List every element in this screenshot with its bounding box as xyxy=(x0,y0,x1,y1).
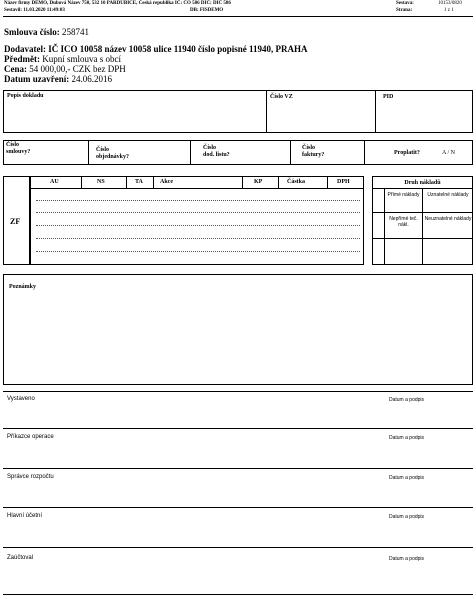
zf-col-divider xyxy=(81,176,82,188)
signature-rule xyxy=(3,547,473,548)
zf-col-divider xyxy=(126,176,127,188)
pid-label: PID xyxy=(383,94,394,100)
sestava-value: 10153/0820 xyxy=(438,1,462,6)
signature-date-vystaveno: Datum a podpis xyxy=(389,397,425,403)
proplatit-value: A / N xyxy=(442,150,456,156)
row2-divider xyxy=(88,140,89,165)
header-rule xyxy=(3,16,473,17)
contract-number xyxy=(4,27,89,37)
zf-col-divider xyxy=(242,176,243,188)
contract-number-label: Smlouva číslo: xyxy=(4,27,60,37)
zf-col-castka: Částka xyxy=(287,179,306,185)
db-label: DB: FISDEMO xyxy=(190,8,224,13)
zf-entry-line xyxy=(36,251,360,252)
signature-date-hlavni-ucetni: Datum a podpis xyxy=(389,514,425,520)
sestava-label: Sestava: xyxy=(396,1,414,6)
poznamky-label: Poznámky xyxy=(9,284,36,290)
zf-label-box xyxy=(3,176,30,265)
supplier-value: IČ ICO 10058 název 10058 ulice 11940 číslo popisné 11940, PRAHA xyxy=(48,44,308,54)
row2-divider xyxy=(290,140,291,165)
signature-date-zauctoval: Datum a podpis xyxy=(389,556,425,562)
cislo-vz-box xyxy=(266,90,376,133)
contract-details xyxy=(4,44,308,84)
price-value: 54 000,00,- CZK bez DPH xyxy=(29,64,126,74)
signature-rule xyxy=(3,507,473,508)
company-line: Název firmy DEMO, Dubová Název 750, 532 10 PARDUBICE, Česká republika IČ: ČO 586 DIČ: DIČ 586 xyxy=(4,1,231,6)
popis-dokladu-box xyxy=(3,90,267,133)
signature-date-spravce: Datum a podpis xyxy=(389,475,425,481)
signature-label-prikazce: Příkazce operace xyxy=(7,434,54,440)
date-label: Datum uzavření: xyxy=(4,74,70,84)
cislo-vz-label: Číslo VZ xyxy=(270,94,293,100)
contract-number-value: 258741 xyxy=(62,27,90,37)
zf-col-dph: DPH xyxy=(337,179,350,185)
signature-rule xyxy=(3,468,473,469)
zf-col-divider xyxy=(153,176,154,188)
row2-divider xyxy=(364,140,365,165)
strana-label: Strana: xyxy=(396,8,413,13)
druh-prime: Přímé náklady xyxy=(387,192,420,198)
signature-rule xyxy=(3,428,473,429)
cislo-smlouvy-label: Číslo smlouvy? xyxy=(6,142,31,155)
zf-col-divider xyxy=(278,176,279,188)
session-line: Sestavil: 11.03.2020 11:49:03 xyxy=(4,8,65,13)
zf-entry-line xyxy=(36,238,360,239)
signature-rule xyxy=(3,391,473,392)
zf-col-ns: NS xyxy=(97,179,105,185)
subject-value: Kupní smlouva s obcí xyxy=(42,54,121,64)
zf-col-kp: KP xyxy=(254,179,263,185)
zf-col-akce: Akce xyxy=(160,179,173,185)
cislo-dod-listu-label: Číslo dod. listu? xyxy=(203,145,230,158)
poznamky-box xyxy=(3,274,473,385)
pid-box xyxy=(375,90,473,133)
subject-label: Předmět: xyxy=(4,54,40,64)
signature-label-vystaveno: Vystaveno xyxy=(7,396,35,402)
cislo-faktury-label: Číslo faktury? xyxy=(302,145,325,158)
zf-col-divider xyxy=(327,176,328,188)
zf-entry-line xyxy=(36,212,360,213)
druh-uznatelne: Uznatelné náklady xyxy=(427,192,469,198)
zf-entry-line xyxy=(36,200,360,201)
date-value: 24.06.2016 xyxy=(71,74,112,84)
cislo-objednavky-label: Číslo objednávky? xyxy=(96,147,130,160)
signature-label-zauctoval: Zaúčtoval xyxy=(7,555,34,561)
signature-label-hlavni-ucetni: Hlavní účetní xyxy=(7,513,43,519)
zf-header-rule xyxy=(30,188,364,189)
proplatit-label: Proplatit? xyxy=(394,150,420,156)
zf-col-au: AU xyxy=(50,179,59,185)
druh-nakladu-title: Druh nákladů xyxy=(404,180,441,186)
zf-label: ZF xyxy=(10,217,21,226)
druh-neprime: Nepřímé teč. nákl. xyxy=(389,216,418,228)
strana-value: 1 z 1 xyxy=(444,8,454,13)
zf-col-ta: TA xyxy=(135,179,143,185)
druh-neuznatelne: Neuznatelné náklady xyxy=(424,216,472,222)
supplier-label: Dodavatel: xyxy=(4,44,46,54)
signature-label-spravce: Správce rozpočtu xyxy=(7,474,54,480)
popis-dokladu-label: Popis dokladu xyxy=(7,93,44,99)
druh-divider xyxy=(422,188,423,265)
price-label: Cena: xyxy=(4,64,27,74)
row2-divider xyxy=(190,140,191,165)
zf-entry-line xyxy=(36,225,360,226)
bottom-rule xyxy=(3,594,473,595)
signature-date-prikazce: Datum a podpis xyxy=(389,435,425,441)
